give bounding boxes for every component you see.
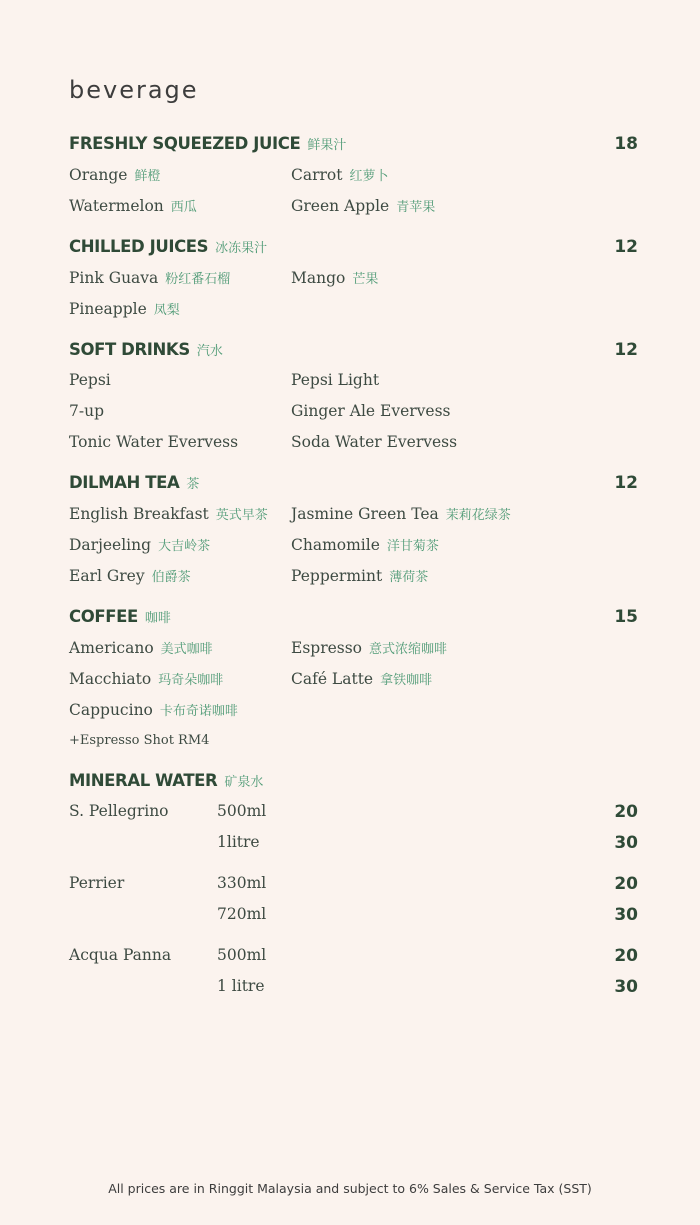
item-row — [69, 268, 638, 299]
section-title: CHILLED JUICES — [69, 237, 209, 256]
item-name: Macchiato — [69, 670, 152, 688]
tax-footnote: All prices are in Ringgit Malaysia and subject to 6% Sales & Service Tax (SST) — [108, 1181, 592, 1196]
item-name: Peppermint — [291, 567, 383, 585]
water-size: 500ml — [217, 802, 267, 820]
water-row — [69, 946, 638, 977]
section-title-chinese: 鲜果汁 — [307, 138, 347, 153]
item-row — [69, 504, 638, 535]
section-header — [69, 134, 638, 158]
item-name: Chamomile — [291, 536, 380, 554]
menu-item — [69, 669, 223, 688]
water-price: 20 — [614, 874, 638, 894]
item-row — [69, 669, 638, 700]
menu-section-mineral-water — [69, 771, 638, 1008]
water-price: 30 — [614, 833, 638, 853]
item-list — [69, 165, 638, 227]
item-name: Darjeeling — [69, 536, 152, 554]
water-row — [69, 802, 638, 833]
water-size: 1 litre — [217, 977, 265, 995]
item-list — [69, 268, 638, 330]
item-note: +Espresso Shot RM4 — [69, 733, 210, 748]
item-name-chinese: 大吉岭茶 — [158, 539, 211, 554]
item-name: Cappucino — [69, 701, 153, 719]
item-row — [69, 196, 638, 227]
menu-item — [69, 433, 238, 451]
item-name-chinese: 玛奇朵咖啡 — [158, 673, 224, 688]
section-title-chinese: 茶 — [186, 477, 200, 492]
menu-item — [69, 268, 230, 287]
water-row — [69, 874, 638, 905]
item-name: Pepsi — [69, 371, 111, 389]
item-name: Ginger Ale Evervess — [291, 402, 451, 420]
section-title-chinese: 咖啡 — [144, 611, 171, 626]
item-name: 7-up — [69, 402, 105, 420]
item-name: Carrot — [291, 166, 343, 184]
menu-item — [291, 268, 378, 287]
section-title-chinese: 汽水 — [196, 344, 223, 359]
section-title-chinese: 矿泉水 — [224, 775, 264, 790]
item-name: Café Latte — [291, 670, 374, 688]
section-header — [69, 607, 638, 631]
menu-section — [69, 473, 638, 597]
water-size: 500ml — [217, 946, 267, 964]
item-row — [69, 638, 638, 669]
menu-item — [291, 566, 428, 585]
section-title: FRESHLY SQUEEZED JUICE — [69, 134, 301, 153]
item-name: Earl Grey — [69, 567, 145, 585]
item-name: English Breakfast — [69, 505, 209, 523]
item-row — [69, 371, 638, 402]
menu-section — [69, 607, 638, 755]
menu-item — [291, 165, 389, 184]
menu-item — [69, 504, 268, 523]
item-name-chinese: 拿铁咖啡 — [380, 673, 433, 688]
menu-item — [69, 165, 160, 184]
menu-item — [69, 402, 104, 420]
item-name-chinese: 西瓜 — [170, 200, 197, 215]
water-row — [69, 833, 638, 864]
item-row — [69, 566, 638, 597]
water-brand-name: Perrier — [69, 874, 125, 892]
water-brand — [69, 802, 638, 864]
menu-item — [69, 371, 111, 389]
section-title: SOFT DRINKS — [69, 340, 190, 359]
section-price: 12 — [614, 237, 638, 257]
item-row — [69, 535, 638, 566]
item-name-chinese: 红萝卜 — [349, 169, 389, 184]
water-price: 20 — [614, 802, 638, 822]
menu-item — [291, 638, 447, 657]
section-price: 12 — [614, 473, 638, 493]
section-price: 15 — [614, 607, 638, 627]
menu-item — [69, 566, 191, 585]
item-name-chinese: 伯爵茶 — [151, 570, 191, 585]
item-name: Mango — [291, 269, 346, 287]
item-name: Soda Water Evervess — [291, 433, 458, 451]
page-title: beverage — [69, 76, 199, 104]
item-name: Tonic Water Evervess — [69, 433, 239, 451]
menu-item — [291, 504, 511, 523]
item-name-chinese: 卡布奇诺咖啡 — [159, 704, 238, 719]
item-name: Pink Guava — [69, 269, 159, 287]
menu-item — [291, 433, 457, 451]
item-row — [69, 165, 638, 196]
water-row — [69, 905, 638, 936]
water-size: 330ml — [217, 874, 267, 892]
menu-section — [69, 340, 638, 464]
water-brand — [69, 874, 638, 936]
water-brand-name: S. Pellegrino — [69, 802, 169, 820]
menu-item — [69, 196, 197, 215]
item-list — [69, 638, 638, 755]
section-header — [69, 473, 638, 497]
menu-item — [69, 535, 210, 554]
water-price: 30 — [614, 905, 638, 925]
item-name-chinese: 意式浓缩咖啡 — [369, 642, 448, 657]
menu-item — [69, 638, 213, 657]
item-name-chinese: 芒果 — [352, 272, 379, 287]
section-title-chinese: 冰冻果汁 — [215, 241, 268, 256]
section-price: 18 — [614, 134, 638, 154]
item-name: Jasmine Green Tea — [291, 505, 439, 523]
water-price: 30 — [614, 977, 638, 997]
item-name: Espresso — [291, 639, 363, 657]
section-header — [69, 771, 638, 795]
item-name: Americano — [69, 639, 154, 657]
water-price: 20 — [614, 946, 638, 966]
item-name: Orange — [69, 166, 128, 184]
water-size: 720ml — [217, 905, 267, 923]
menu-item — [291, 669, 432, 688]
item-name: Pepsi Light — [291, 371, 380, 389]
water-row — [69, 977, 638, 1008]
item-row — [69, 433, 638, 464]
item-name-chinese: 茉莉花绿茶 — [445, 508, 511, 523]
item-row — [69, 299, 638, 330]
water-brand-name: Acqua Panna — [69, 946, 172, 964]
section-header — [69, 340, 638, 364]
item-row — [69, 700, 638, 731]
item-name: Pineapple — [69, 300, 147, 318]
section-title: COFFEE — [69, 607, 138, 626]
item-name-chinese: 青苹果 — [396, 200, 436, 215]
menu-item — [291, 371, 379, 389]
section-price: 12 — [614, 340, 638, 360]
item-name: Watermelon — [69, 197, 164, 215]
menu-item — [291, 196, 435, 215]
item-name-chinese: 英式早茶 — [215, 508, 268, 523]
item-name-chinese: 薄荷茶 — [389, 570, 429, 585]
water-brand — [69, 946, 638, 1008]
water-list — [69, 802, 638, 1008]
menu-item — [291, 402, 451, 420]
item-name-chinese: 粉红番石榴 — [165, 272, 231, 287]
section-header — [69, 237, 638, 261]
section-title: DILMAH TEA — [69, 473, 180, 492]
item-name-chinese: 洋甘菊茶 — [386, 539, 439, 554]
item-list — [69, 371, 638, 464]
menu-section — [69, 134, 638, 227]
menu-item — [69, 299, 180, 318]
menu-item — [69, 700, 238, 719]
item-name-chinese: 凤梨 — [153, 303, 180, 318]
item-name-chinese: 鲜橙 — [134, 169, 161, 184]
item-name: Green Apple — [291, 197, 390, 215]
water-size: 1litre — [217, 833, 260, 851]
menu-item — [291, 535, 439, 554]
item-list — [69, 504, 638, 597]
menu-section — [69, 237, 638, 330]
item-name-chinese: 美式咖啡 — [160, 642, 213, 657]
item-row — [69, 402, 638, 433]
section-title: MINERAL WATER — [69, 771, 218, 790]
